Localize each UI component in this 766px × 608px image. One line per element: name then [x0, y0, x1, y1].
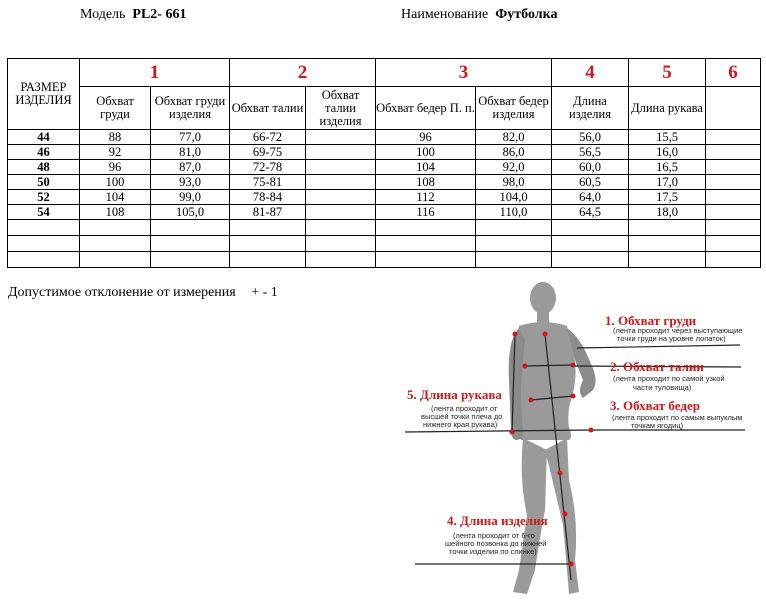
value-cell: 17,5	[629, 190, 706, 205]
group-number: 5	[629, 59, 706, 87]
tolerance-label: Допустимое отклонение от измерения	[8, 285, 236, 300]
measure-note: точки груди на уровне лопаток)	[617, 334, 726, 343]
value-cell: 92	[80, 145, 151, 160]
empty-cell	[80, 220, 151, 236]
empty-cell	[629, 220, 706, 236]
value-cell: 17,0	[629, 175, 706, 190]
value-cell	[306, 130, 376, 145]
value-cell	[706, 130, 761, 145]
size-cell: 48	[8, 160, 80, 175]
measurement-figure	[395, 280, 766, 605]
column-header: Обхват талии	[230, 87, 306, 130]
empty-cell	[376, 236, 476, 252]
value-cell: 69-75	[230, 145, 306, 160]
value-cell: 64,5	[552, 205, 629, 220]
value-cell	[306, 145, 376, 160]
model-heading	[80, 7, 186, 23]
model-label: Модель	[80, 7, 126, 22]
empty-cell	[8, 220, 80, 236]
measure-chest	[605, 313, 742, 343]
value-cell: 82,0	[476, 130, 552, 145]
empty-cell	[306, 220, 376, 236]
empty-cell	[151, 220, 230, 236]
value-cell: 99,0	[151, 190, 230, 205]
value-cell: 110,0	[476, 205, 552, 220]
value-cell	[706, 160, 761, 175]
value-cell: 108	[80, 205, 151, 220]
column-header	[706, 87, 761, 130]
size-cell: 52	[8, 190, 80, 205]
measure-title: 1. Обхват груди	[605, 313, 697, 328]
measure-note: высшей точки плеча до	[421, 412, 503, 421]
measure-note: шейного позвонка до нижней	[445, 539, 547, 548]
table-row	[8, 175, 761, 190]
group-number: 2	[230, 59, 376, 87]
value-cell: 77,0	[151, 130, 230, 145]
value-cell: 105,0	[151, 205, 230, 220]
column-header: Обхват груди	[80, 87, 151, 130]
model-value: PL2- 661	[132, 7, 187, 22]
value-cell	[706, 190, 761, 205]
value-cell: 18,0	[629, 205, 706, 220]
group-number: 3	[376, 59, 552, 87]
value-cell: 16,5	[629, 160, 706, 175]
value-cell: 116	[376, 205, 476, 220]
measure-note: (лента проходит по самым выпуклым	[612, 413, 743, 422]
empty-cell	[706, 252, 761, 268]
measure-note: (лента проходит через выступающие	[613, 326, 743, 335]
measure-title: 5. Длина рукава	[407, 387, 502, 402]
value-cell: 104,0	[476, 190, 552, 205]
value-cell: 60,5	[552, 175, 629, 190]
measure-title: 2. Обхват талии	[610, 359, 704, 374]
blank-row	[8, 252, 761, 268]
tolerance-note	[8, 285, 278, 301]
group-number: 4	[552, 59, 629, 87]
empty-cell	[80, 236, 151, 252]
value-cell	[306, 205, 376, 220]
column-header: Обхват бедер изделия	[476, 87, 552, 130]
measure-note: части туловища)	[633, 383, 692, 392]
size-rows	[8, 130, 761, 268]
measure-note: точкам ягодиц)	[631, 421, 684, 430]
value-cell: 60,0	[552, 160, 629, 175]
value-cell	[306, 190, 376, 205]
empty-cell	[80, 252, 151, 268]
value-cell	[706, 145, 761, 160]
value-cell: 86,0	[476, 145, 552, 160]
value-cell: 81-87	[230, 205, 306, 220]
value-cell: 72-78	[230, 160, 306, 175]
value-cell: 112	[376, 190, 476, 205]
column-header: Обхват груди изделия	[151, 87, 230, 130]
group-number: 1	[80, 59, 230, 87]
value-cell: 96	[376, 130, 476, 145]
value-cell: 96	[80, 160, 151, 175]
value-cell: 100	[80, 175, 151, 190]
value-cell: 66-72	[230, 130, 306, 145]
empty-cell	[476, 236, 552, 252]
empty-cell	[230, 220, 306, 236]
column-header: Обхват бедер П. п.	[376, 87, 476, 130]
measure-title: 3. Обхват бедер	[610, 398, 700, 413]
table-row	[8, 145, 761, 160]
value-cell: 78-84	[230, 190, 306, 205]
value-cell: 100	[376, 145, 476, 160]
empty-cell	[8, 236, 80, 252]
value-cell: 98,0	[476, 175, 552, 190]
empty-cell	[552, 252, 629, 268]
value-cell: 108	[376, 175, 476, 190]
empty-cell	[476, 252, 552, 268]
value-cell: 75-81	[230, 175, 306, 190]
measure-note: нижнего края рукава)	[423, 420, 498, 429]
empty-cell	[306, 252, 376, 268]
table-row	[8, 160, 761, 175]
value-cell	[706, 205, 761, 220]
value-cell: 93,0	[151, 175, 230, 190]
empty-cell	[376, 220, 476, 236]
size-cell: 44	[8, 130, 80, 145]
blank-row	[8, 236, 761, 252]
empty-cell	[629, 236, 706, 252]
measure-note: (лента проходит по самой узкой	[613, 374, 725, 383]
measure-title: 4. Длина изделия	[447, 513, 548, 528]
empty-cell	[230, 236, 306, 252]
blank-row	[8, 220, 761, 236]
value-cell: 64,0	[552, 190, 629, 205]
group-number: 6	[706, 59, 761, 87]
size-table	[7, 58, 761, 268]
size-cell: 54	[8, 205, 80, 220]
tolerance-value: + - 1	[251, 285, 278, 300]
table-row	[8, 190, 761, 205]
column-header: Обхват талии изделия	[306, 87, 376, 130]
measure-hips	[610, 398, 742, 430]
measure-length	[445, 513, 548, 556]
value-cell: 16,0	[629, 145, 706, 160]
value-cell: 87,0	[151, 160, 230, 175]
empty-cell	[151, 252, 230, 268]
empty-cell	[230, 252, 306, 268]
value-cell	[306, 175, 376, 190]
empty-cell	[476, 220, 552, 236]
size-header: РАЗМЕР ИЗДЕЛИЯ	[8, 59, 80, 130]
value-cell: 92,0	[476, 160, 552, 175]
measure-note: точки изделия по спинке)	[449, 547, 537, 556]
table-row	[8, 130, 761, 145]
product-name-heading	[401, 7, 557, 23]
empty-cell	[376, 252, 476, 268]
empty-cell	[552, 220, 629, 236]
measure-sleeve	[407, 387, 502, 429]
value-cell: 88	[80, 130, 151, 145]
empty-cell	[151, 236, 230, 252]
table-row	[8, 205, 761, 220]
value-cell: 56,0	[552, 130, 629, 145]
empty-cell	[8, 252, 80, 268]
value-cell: 81,0	[151, 145, 230, 160]
measure-note: (лента проходит от	[431, 404, 498, 413]
empty-cell	[706, 236, 761, 252]
column-header: Длина изделия	[552, 87, 629, 130]
empty-cell	[629, 252, 706, 268]
value-cell: 104	[376, 160, 476, 175]
name-label: Наименование	[401, 7, 489, 22]
value-cell: 15,5	[629, 130, 706, 145]
measure-note: (лента проходит от 6-го	[453, 531, 535, 540]
empty-cell	[552, 236, 629, 252]
value-cell: 56,5	[552, 145, 629, 160]
size-cell: 46	[8, 145, 80, 160]
empty-cell	[306, 236, 376, 252]
size-cell: 50	[8, 175, 80, 190]
value-cell	[306, 160, 376, 175]
name-value: Футболка	[495, 7, 558, 22]
empty-cell	[706, 220, 761, 236]
value-cell: 104	[80, 190, 151, 205]
column-header: Длина рукава	[629, 87, 706, 130]
measure-waist	[610, 359, 725, 392]
value-cell	[706, 175, 761, 190]
